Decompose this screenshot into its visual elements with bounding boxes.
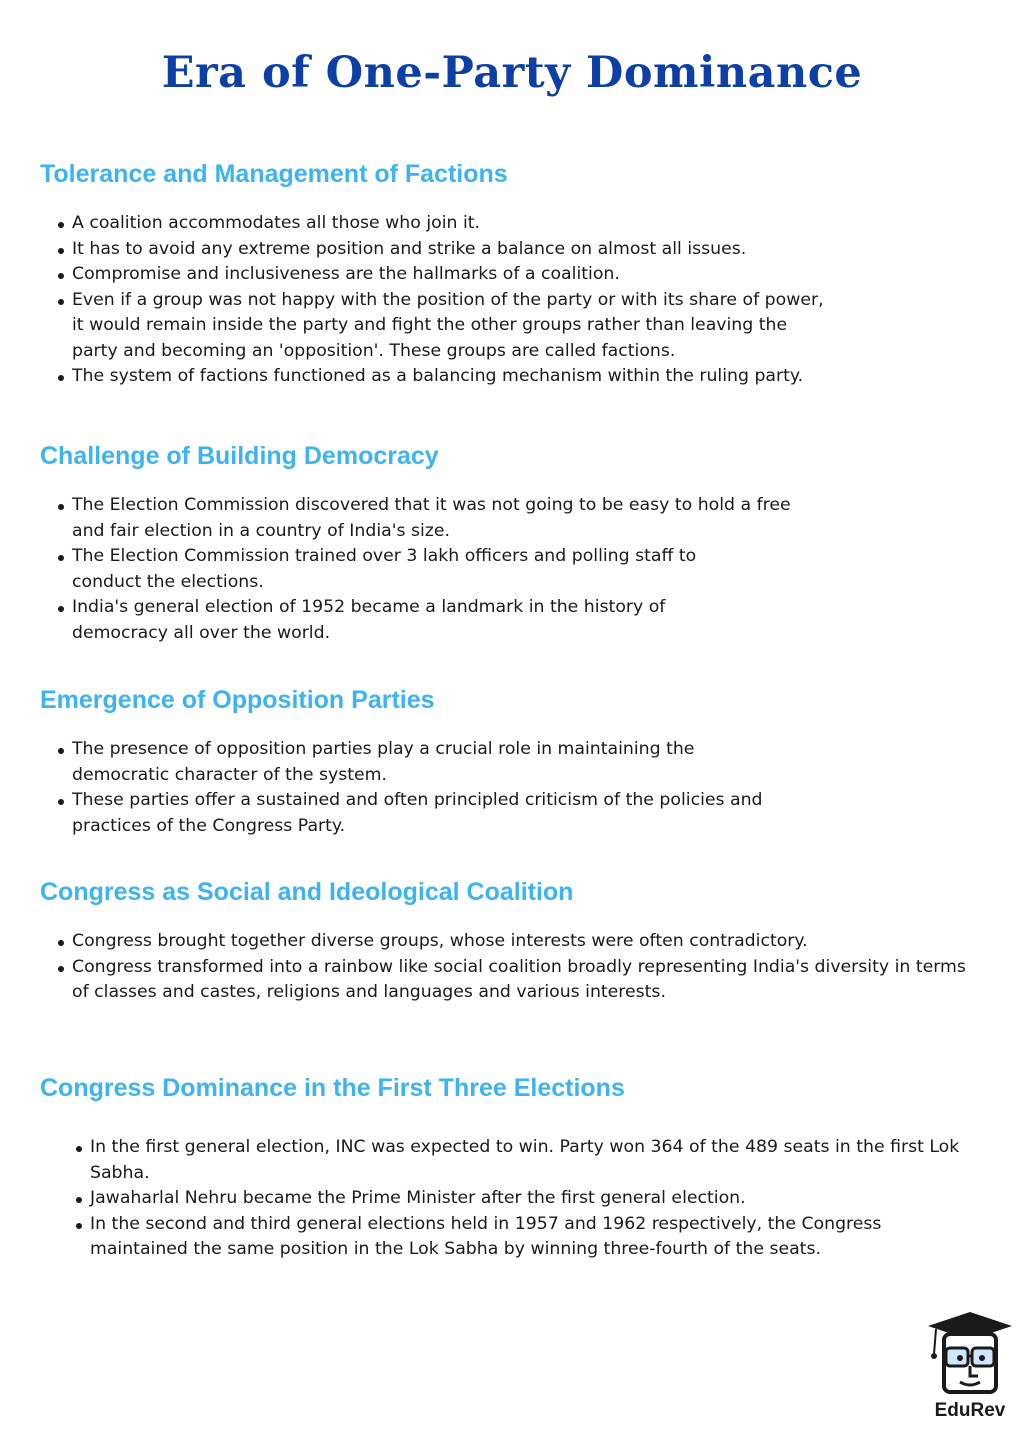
section-heading: Tolerance and Management of Factions xyxy=(40,160,508,188)
section-factions xyxy=(40,160,940,390)
list-item: The presence of opposition parties play a crucial role in maintaining the democratic character of the system. xyxy=(40,737,752,788)
bullet-list xyxy=(40,1135,960,1263)
section-opposition xyxy=(40,686,940,839)
list-item: The Election Commission discovered that it was not going to be easy to hold a free and fair election in a country of India's size. xyxy=(40,493,807,544)
bullet-list xyxy=(40,211,940,390)
section-democracy xyxy=(40,442,940,646)
section-dominance xyxy=(40,1074,960,1263)
list-item: These parties offer a sustained and often principled criticism of the policies and practices of the Congress Party. xyxy=(40,788,832,839)
list-item: Congress brought together diverse groups, whose interests were often contradictory. xyxy=(40,929,952,955)
bullet-list xyxy=(40,737,940,839)
section-heading: Congress as Social and Ideological Coalition xyxy=(40,878,574,906)
list-item: A coalition accommodates all those who join it. xyxy=(40,211,792,237)
bullet-list xyxy=(40,929,966,1006)
edurev-logo xyxy=(924,1310,1016,1430)
list-item: In the first general election, INC was expected to win. Party won 364 of the 489 seats in the first Lok Sabha. xyxy=(40,1135,960,1186)
section-heading: Challenge of Building Democracy xyxy=(40,442,439,470)
bullet-list xyxy=(40,493,940,646)
list-item: The Election Commission trained over 3 lakh officers and polling staff to conduct the elections. xyxy=(40,544,762,595)
section-heading: Emergence of Opposition Parties xyxy=(40,686,435,714)
edurev-mascot-icon xyxy=(924,1310,1016,1398)
page-title: Era of One-Party Dominance xyxy=(161,48,863,98)
list-item: The system of factions functioned as a balancing mechanism within the ruling party. xyxy=(40,364,872,390)
logo-text: EduRev xyxy=(934,1400,1006,1421)
list-item: It has to avoid any extreme position and strike a balance on almost all issues. xyxy=(40,237,832,263)
list-item: Jawaharlal Nehru became the Prime Minister after the first general election. xyxy=(40,1186,960,1212)
list-item: Congress transformed into a rainbow like social coalition broadly representing India's diversity in terms of classes and castes, religions and languages and various interests. xyxy=(40,955,972,1006)
list-item: Even if a group was not happy with the position of the party or with its share of power, it would remain inside the party and fight the other groups rather than leaving the party and becoming an 'opposition'. These groups are called factions. xyxy=(40,288,837,365)
section-coalition xyxy=(40,878,966,1006)
list-item: Compromise and inclusiveness are the hallmarks of a coalition. xyxy=(40,262,792,288)
list-item: India's general election of 1952 became a landmark in the history of democracy all over the world. xyxy=(40,595,712,646)
list-item: In the second and third general elections held in 1957 and 1962 respectively, the Congress maintained the same position in the Lok Sabha by winning three-fourth of the seats. xyxy=(40,1212,960,1263)
section-heading: Congress Dominance in the First Three Elections xyxy=(40,1074,625,1102)
